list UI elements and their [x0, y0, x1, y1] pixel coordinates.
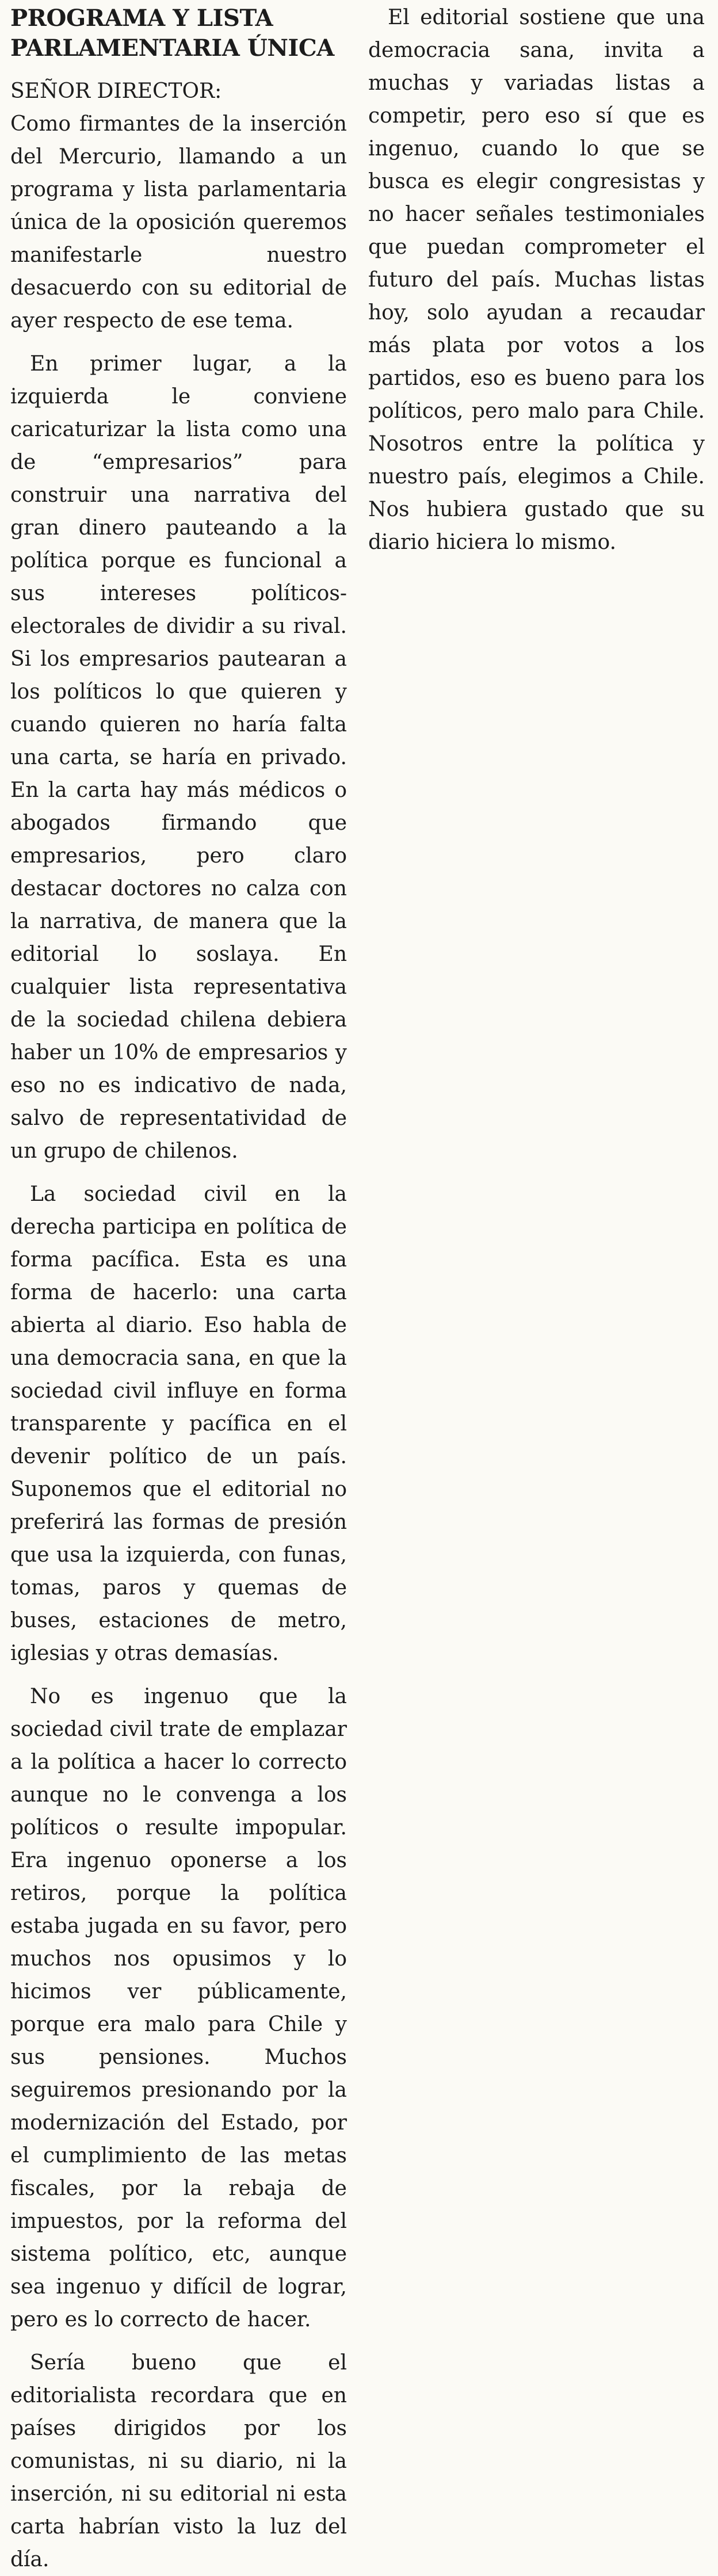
paragraph-3: La sociedad civil en la derecha participa en política de forma pacífica. Esta es una forma de hacerlo: una carta abierta al diario. Eso habla de una democracia sana, en que la sociedad civil influye en forma transparente y pacífica en el devenir político de un país. Suponemos que el editorial no preferirá las formas de presión que usa la izquierda, con funas, tomas, paros y quemas de buses, estaciones de metro, iglesias y otras demasías. — [10, 1182, 347, 1665]
paragraph-6: El editorial sostiene que una democracia sana, invita a muchas y variadas listas a competir, pero eso sí que es ingenuo, cuando lo que se busca es elegir congresistas y no hacer señales testimoniales que puedan comprometer el futuro del país. Muchas listas hoy, solo ayudan a recaudar más plata por votos a los partidos, eso es bueno para los políticos, pero malo para Chile. Nosotros entre la política y nuestro país, elegimos a Chile. Nos hubiera gustado que su diario hiciera lo mismo. — [368, 6, 705, 554]
paragraph-2: En primer lugar, a la izquierda le conviene caricaturizar la lista como una de “empresarios” para construir una narrativa del gran dinero pauteando a la política porque es funcional a sus intereses políticos-electorales de dividir a su rival. Si los empresarios pautearan a los políticos lo que quieren y cuando quieren no haría falta una carta, se haría en privado. En la carta hay más médicos o abogados firmando que empresarios, pero claro destacar doctores no calza con la narrativa, de manera que la editorial lo soslaya. En cualquier lista representativa de la sociedad chilena debiera haber un 10% de empresarios y eso no es indicativo de nada, salvo de representatividad de un grupo de chilenos. — [10, 352, 347, 1163]
letter-title — [10, 3, 347, 63]
title-line-1: PROGRAMA Y LISTA — [10, 5, 273, 32]
paragraph-1: Como firmantes de la inserción del Mercurio, llamando a un programa y lista parlamentaria única de la oposición queremos manifestarle nuestro desacuerdo con su editorial de ayer respecto de ese tema. — [10, 112, 347, 333]
paragraph-4: No es ingenuo que la sociedad civil trate de emplazar a la política a hacer lo correcto aunque no le convenga a los políticos o resulte impopular. Era ingenuo oponerse a los retiros, porque la política estaba jugada en su favor, pero muchos nos opusimos y lo hicimos ver públicamente, porque era malo para Chile y sus pensiones. Muchos seguiremos presionando por la modernización del Estado, por el cumplimiento de las metas fiscales, por la rebaja de impuestos, por la reforma del sistema político, etc, aunque sea ingenuo y difícil de lograr, pero es lo correcto de hacer. — [10, 1685, 347, 2331]
left-column — [10, 0, 347, 2576]
right-column — [368, 0, 705, 559]
salutation: SEÑOR DIRECTOR: — [10, 79, 222, 103]
paragraph-5: Sería bueno que el editorialista recordara que en países dirigidos por los comunistas, ni su diario, ni la inserción, ni su editorial ni esta carta habrían visto la luz del día. — [10, 2351, 347, 2571]
title-line-2: PARLAMENTARIA ÚNICA — [10, 35, 334, 62]
